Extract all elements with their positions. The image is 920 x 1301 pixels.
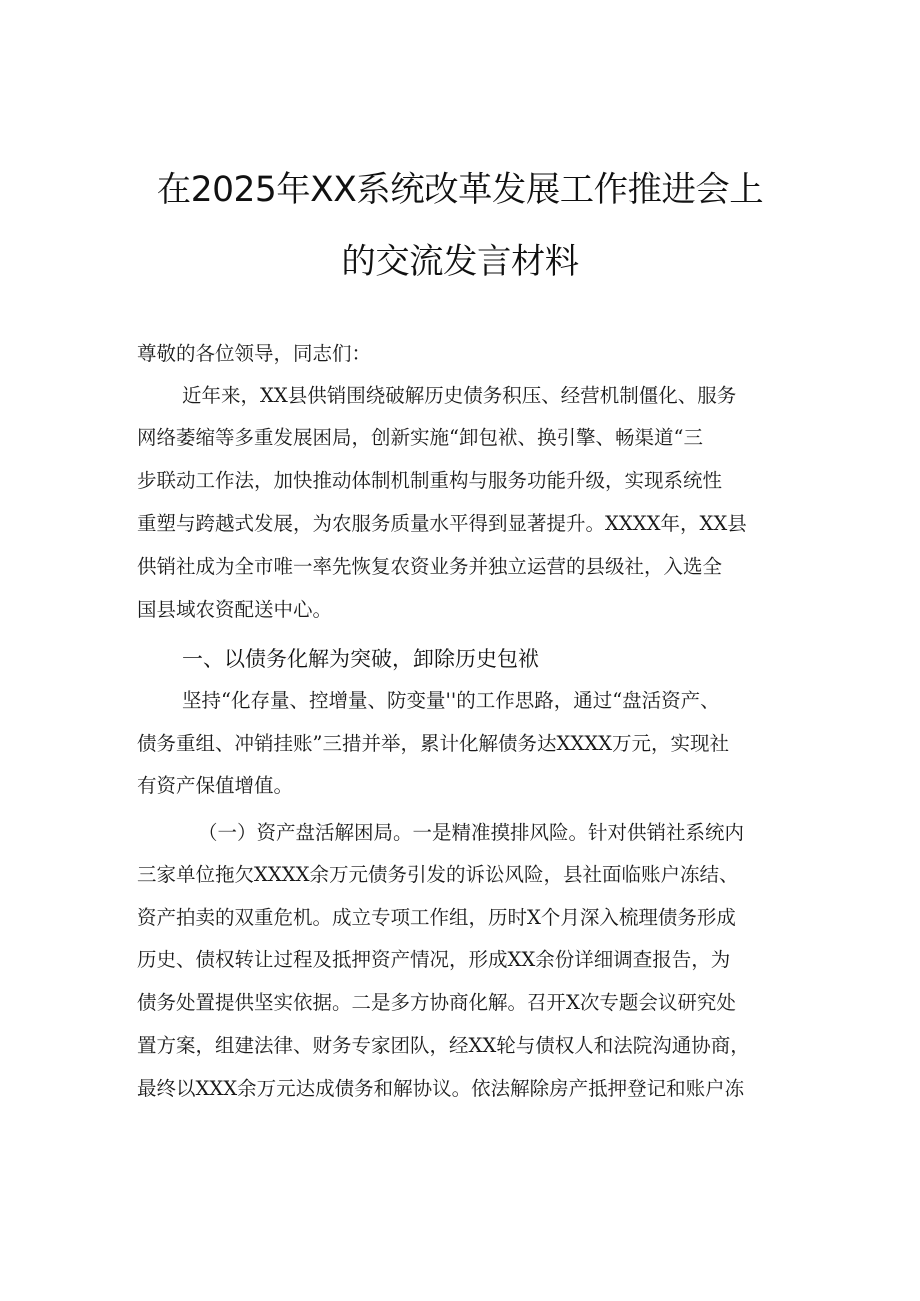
section-paragraph-line: 坚持“化存量、控增量、防变量''的工作思路，通过“盘活资产、 — [182, 689, 720, 712]
section-paragraph-line: 有资产保值增值。 — [137, 774, 294, 797]
subsection-line: 债务处置提供坚实依据。二是多方协商化解。召开X次专题会议研究处 — [137, 991, 736, 1014]
subsection-line: 置方案，组建法律、财务专家团队，经XX轮与债权人和法院沟通协商， — [137, 1034, 750, 1057]
subsection-line: 资产拍卖的双重危机。成立专项工作组，历时X个月深入梳理债务形成 — [137, 906, 736, 929]
subsection-line: 最终以XXX余万元达成债务和解协议。依法解除房产抵押登记和账户冻 — [137, 1077, 745, 1100]
subsection-line: 三家单位拖欠XXXX余万元债务引发的诉讼风险，县社面临账户冻结、 — [137, 863, 739, 886]
subsection-line: 历史、债权转让过程及抵押资产情况，形成XX余份详细调查报告，为 — [137, 948, 731, 971]
section-paragraph-line: 债务重组、冲销挂账”三措并举，累计化解债务达XXXX万元，实现社 — [137, 732, 729, 755]
intro-line: 网络萎缩等多重发展困局，创新实施“卸包袱、换引擎、畅渠道“三 — [137, 426, 703, 449]
subsection-line: （一）资产盘活解困局。一是精准摸排风险。针对供销社系统内 — [198, 821, 745, 844]
document-title-line-2: 的交流发言材料 — [341, 242, 579, 282]
salutation: 尊敬的各位领导，同志们： — [137, 342, 372, 365]
intro-line: 供销社成为全市唯一率先恢复农资业务并独立运营的县级社，入选全 — [137, 555, 723, 578]
intro-line: 国县域农资配送中心。 — [137, 598, 333, 621]
intro-line: 近年来，XX县供销围绕破解历史债务积压、经营机制僵化、服务 — [182, 384, 737, 407]
section-heading: 一、以债务化解为突破，卸除历史包袱 — [182, 647, 539, 671]
intro-line: 步联动工作法，加快推动体制机制重构与服务功能升级，实现系统性 — [137, 469, 723, 492]
intro-line: 重塑与跨越式发展，为农服务质量水平得到显著提升。XXXX年，XX县 — [137, 512, 747, 535]
document-title-line-1: 在2025年XX系统改革发展工作推进会上 — [156, 170, 764, 210]
